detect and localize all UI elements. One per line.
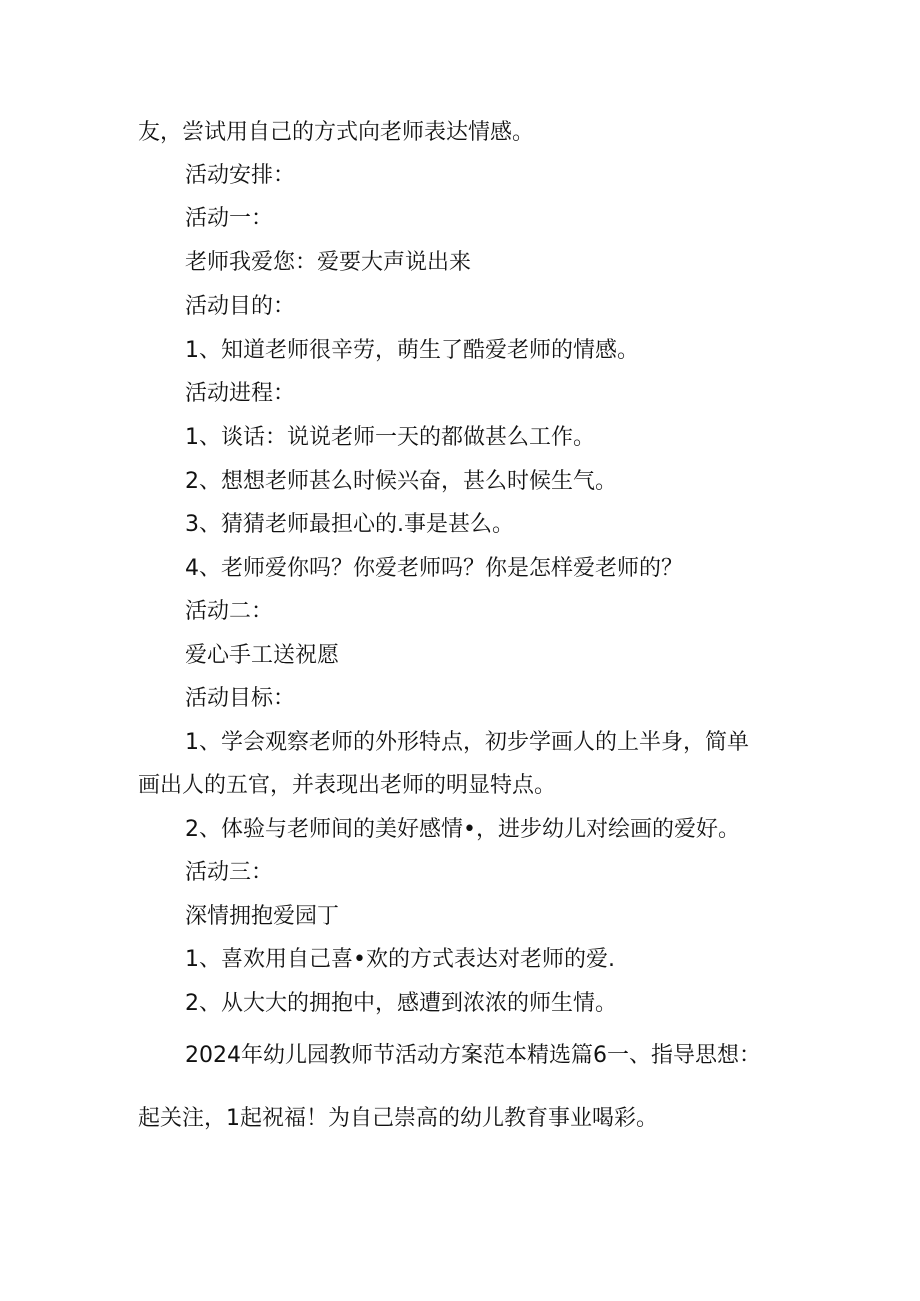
text-line: 2024年幼儿园教师节活动方案范本精选篇6一、指导思想： bbox=[185, 1043, 761, 1068]
text-line: 画出人的五官，并表现出老师的明显特点。 bbox=[138, 773, 557, 798]
list-item: 4、老师爱你吗？你爱老师吗？你是怎样爱老师的？ bbox=[185, 556, 683, 581]
text-line: 起关注，1起祝福！为自己崇高的幼儿教育事业喝彩。 bbox=[138, 1106, 658, 1131]
section-heading: 活动目标： bbox=[185, 686, 296, 711]
section-heading: 活动进程： bbox=[185, 381, 296, 406]
list-item: 1、谈话：说说老师一天的都做甚么工作。 bbox=[185, 425, 595, 450]
list-item: 2、想想老师甚么时候兴奋，甚么时候生气。 bbox=[185, 469, 617, 494]
section-heading: 活动目的： bbox=[185, 294, 296, 319]
section-heading: 活动一： bbox=[185, 206, 274, 231]
list-item: 2、体验与老师间的美好感情•，进步幼儿对绘画的爱好。 bbox=[185, 817, 740, 842]
list-item: 1、知道老师很辛劳，萌生了酷爱老师的情感。 bbox=[185, 338, 639, 363]
activity-title: 老师我爱您：爱要大声说出来 bbox=[185, 250, 472, 275]
list-item: 2、从大大的拥抱中，感遭到浓浓的师生情。 bbox=[185, 991, 617, 1016]
list-item: 1、学会观察老师的外形特点，初步学画人的上半身，简单 bbox=[185, 730, 749, 755]
activity-title: 爱心手工送祝愿 bbox=[185, 643, 340, 668]
section-heading: 活动安排： bbox=[185, 163, 296, 188]
list-item: 1、喜欢用自己喜•欢的方式表达对老师的爱. bbox=[185, 947, 615, 972]
section-heading: 活动三： bbox=[185, 860, 274, 885]
list-item: 3、猜猜老师最担心的.事是甚么。 bbox=[185, 512, 514, 537]
section-heading: 活动二： bbox=[185, 599, 274, 624]
activity-title: 深情拥抱爱园丁 bbox=[185, 904, 340, 929]
text-line: 友，尝试用自己的方式向老师表达情感。 bbox=[138, 120, 535, 145]
